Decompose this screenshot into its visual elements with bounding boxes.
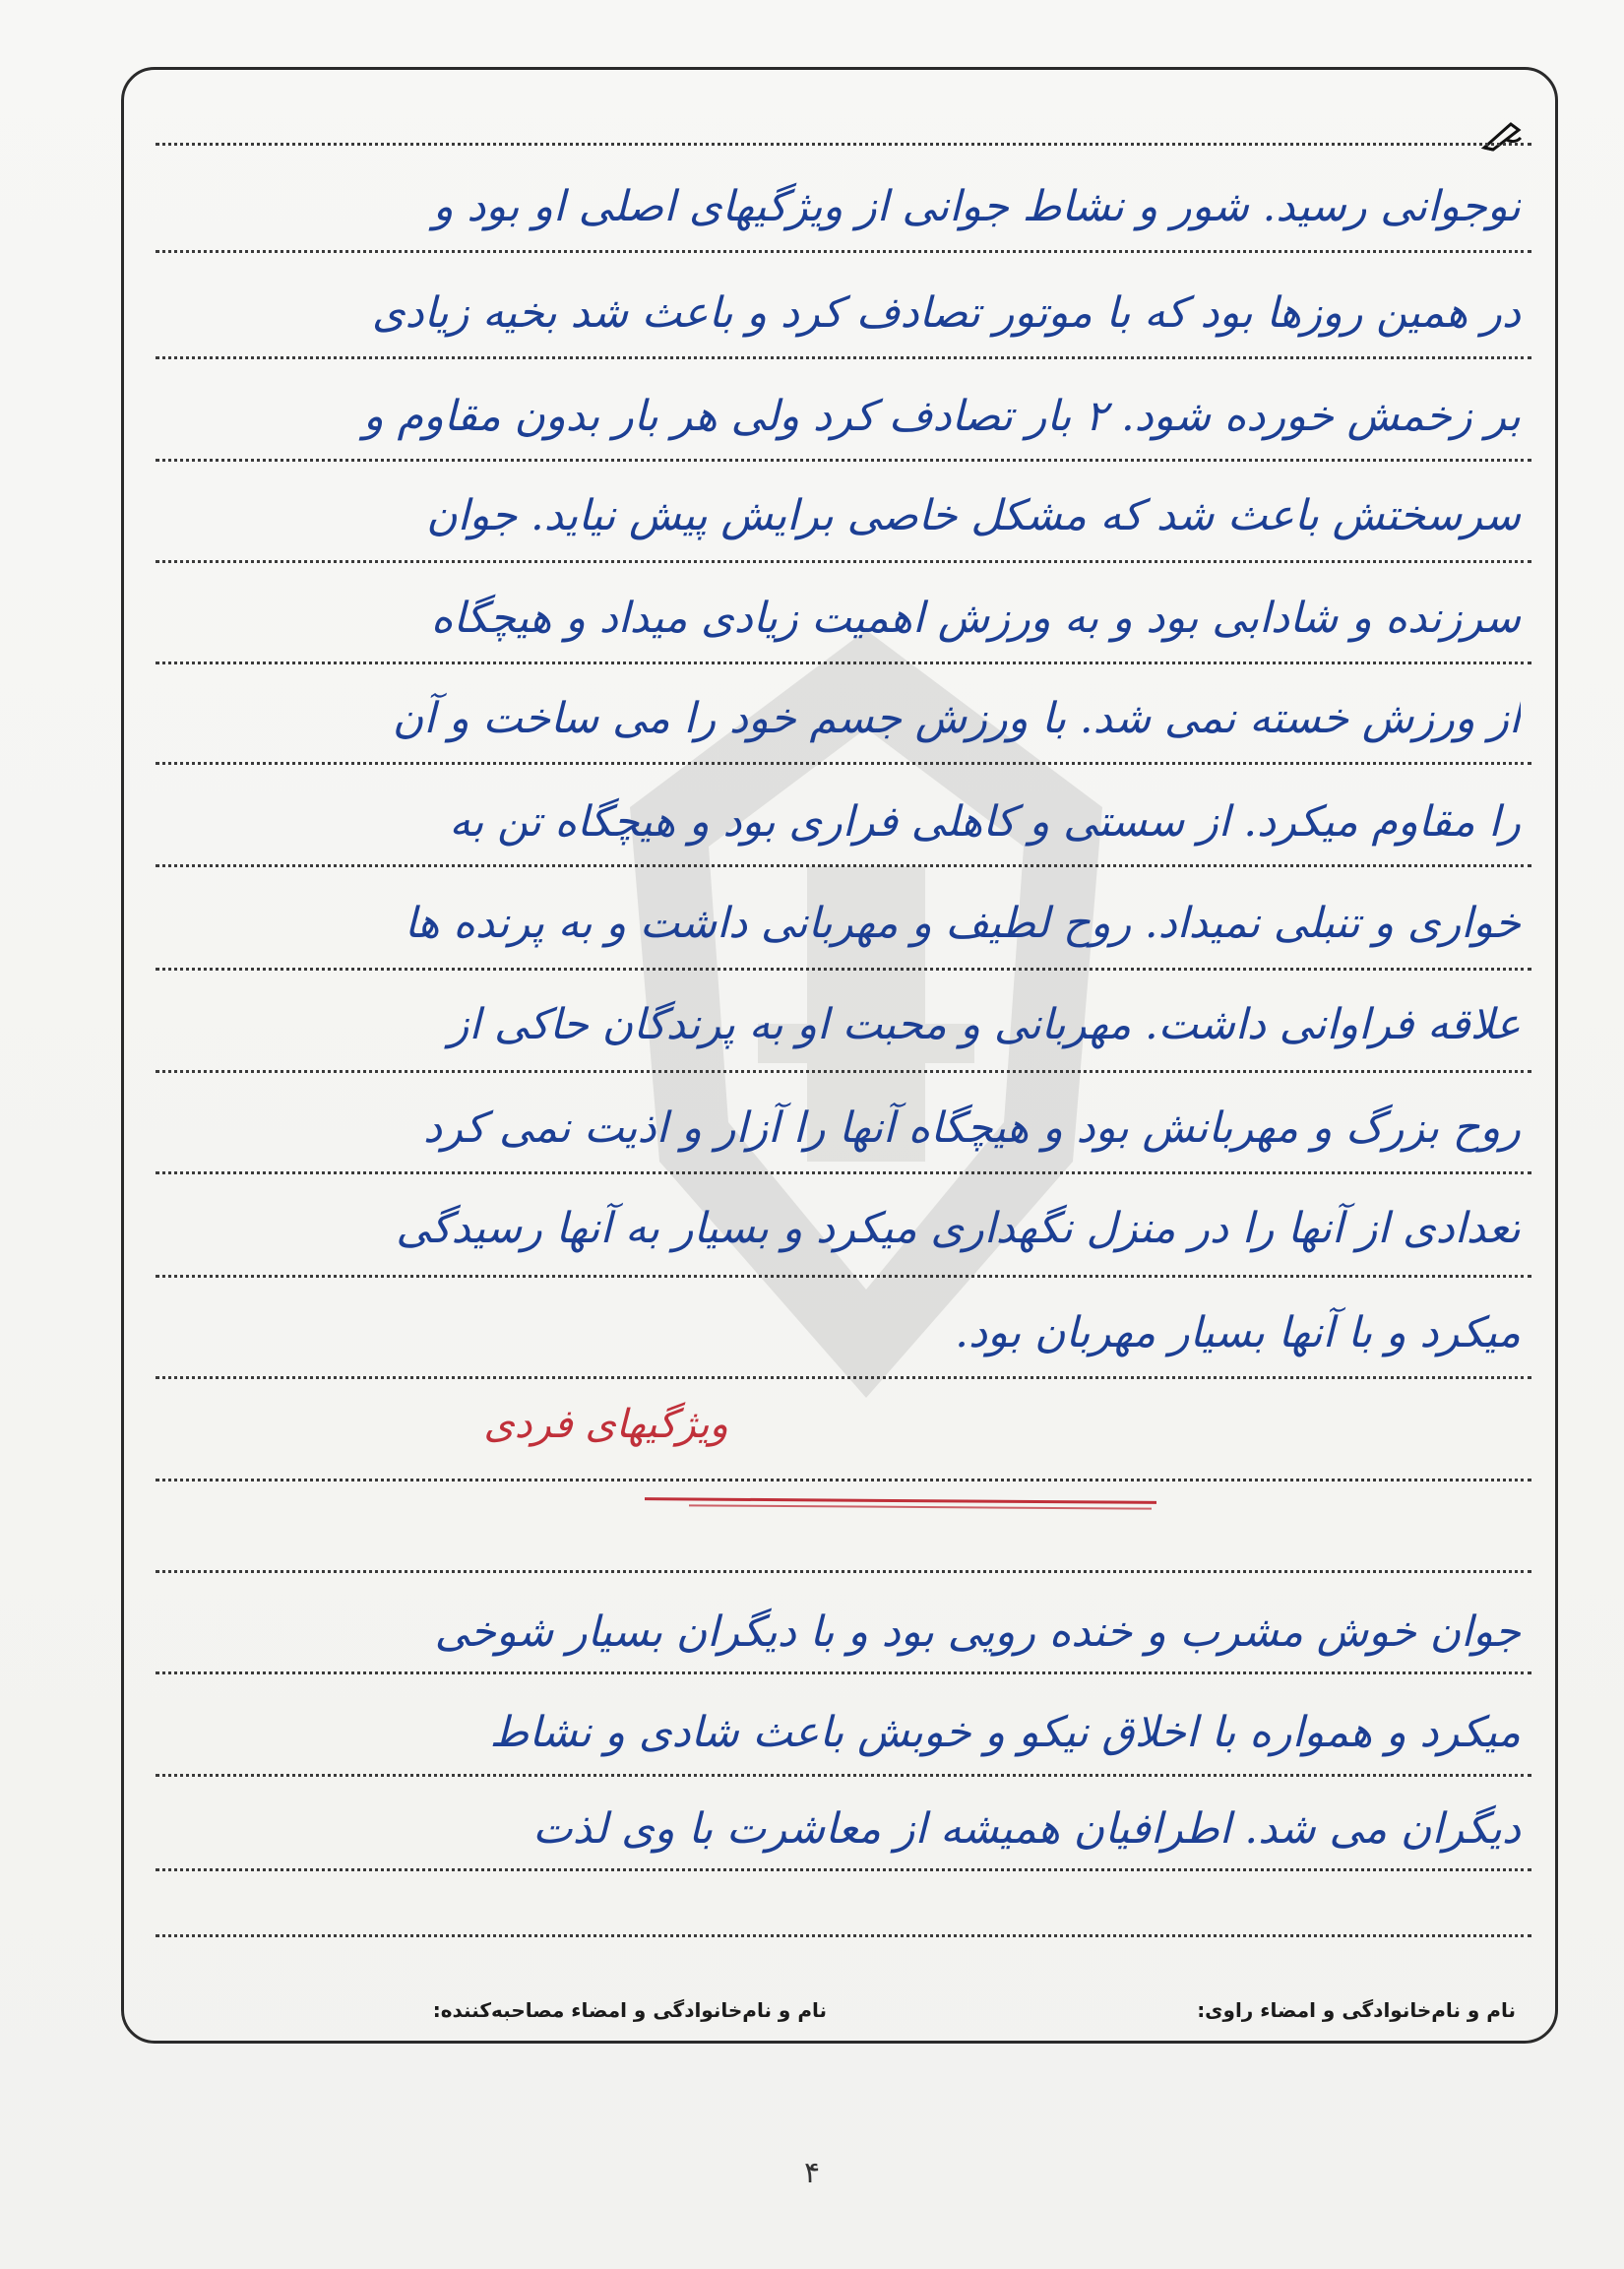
ruled-line: [156, 1774, 1531, 1777]
ruled-line: [156, 662, 1531, 664]
handwritten-line: روح بزرگ و مهربانش بود و هیچگاه آنها را آزار و اذیت نمی کرد: [422, 1103, 1521, 1153]
handwritten-line: جوان خوش مشرب و خنده رویی بود و با دیگران بسیار شوخی: [434, 1607, 1521, 1657]
ruled-line: [156, 1479, 1531, 1481]
ruled-line: [156, 459, 1531, 462]
ruled-line: [156, 1070, 1531, 1073]
handwritten-line: خواری و تنبلی نمیداد. روح لطیف و مهربانی داشت و به پرنده ها: [404, 899, 1521, 948]
ruled-line: [156, 143, 1531, 146]
ruled-line: [156, 1570, 1531, 1573]
ruled-line: [156, 1376, 1531, 1379]
handwritten-line: بر زخمش خورده شود. ۲ بار تصادف کرد ولی هر بار بدون مقاوم و: [363, 392, 1521, 441]
handwritten-line: تعدادی از آنها را در منزل نگهداری میکرد و بسیار به آنها رسیدگی: [396, 1204, 1521, 1253]
handwritten-line: میکرد و همواره با اخلاق نیکو و خوبش باعث شادی و نشاط: [489, 1708, 1521, 1757]
handwritten-line: سرسختش باعث شد که مشکل خاصی برایش پیش نیاید. جوان: [426, 491, 1521, 540]
ruled-line: [156, 1934, 1531, 1937]
ruled-line: [156, 864, 1531, 867]
ruled-line: [156, 560, 1531, 563]
narrator-signature-label: نام و نام‌خانوادگی و امضاء راوی:: [1197, 1998, 1516, 2022]
ruled-line: [156, 1868, 1531, 1871]
handwritten-line: را مقاوم میکرد. از سستی و کاهلی فراری بود و هیچگاه تن به: [449, 797, 1521, 847]
page-number: ۴: [803, 2156, 821, 2190]
handwritten-line: در همین روزها بود که با موتور تصادف کرد و باعث شد بخیه زیادی: [371, 288, 1521, 338]
ruled-line: [156, 1275, 1531, 1278]
ruled-line: [156, 968, 1531, 971]
ruled-line: [156, 762, 1531, 765]
pen-icon: [1481, 118, 1523, 152]
section-heading: ویژگیهای فردی: [483, 1402, 728, 1447]
ruled-line: [156, 1171, 1531, 1174]
handwritten-line: نوجوانی رسید. شور و نشاط جوانی از ویژگیهای اصلی او بود و: [432, 182, 1521, 231]
handwritten-line: از ورزش خسته نمی شد. با ورزش جسم خود را می ساخت و آن: [392, 694, 1521, 743]
ruled-line: [156, 1671, 1531, 1674]
handwritten-line: میکرد و با آنها بسیار مهربان بود.: [955, 1308, 1521, 1357]
interviewer-signature-label: نام و نام‌خانوادگی و امضاء مصاحبه‌کننده:: [432, 1998, 827, 2022]
handwritten-line: دیگران می شد. اطرافیان همیشه از معاشرت با وی لذت: [532, 1804, 1521, 1854]
handwritten-line: علاقه فراوانی داشت. مهربانی و محبت او به پرندگان حاکی از: [448, 1000, 1521, 1049]
ruled-line: [156, 356, 1531, 359]
ruled-line: [156, 250, 1531, 253]
handwritten-line: سرزنده و شادابی بود و به ورزش اهمیت زیادی میداد و هیچگاه: [430, 594, 1521, 643]
